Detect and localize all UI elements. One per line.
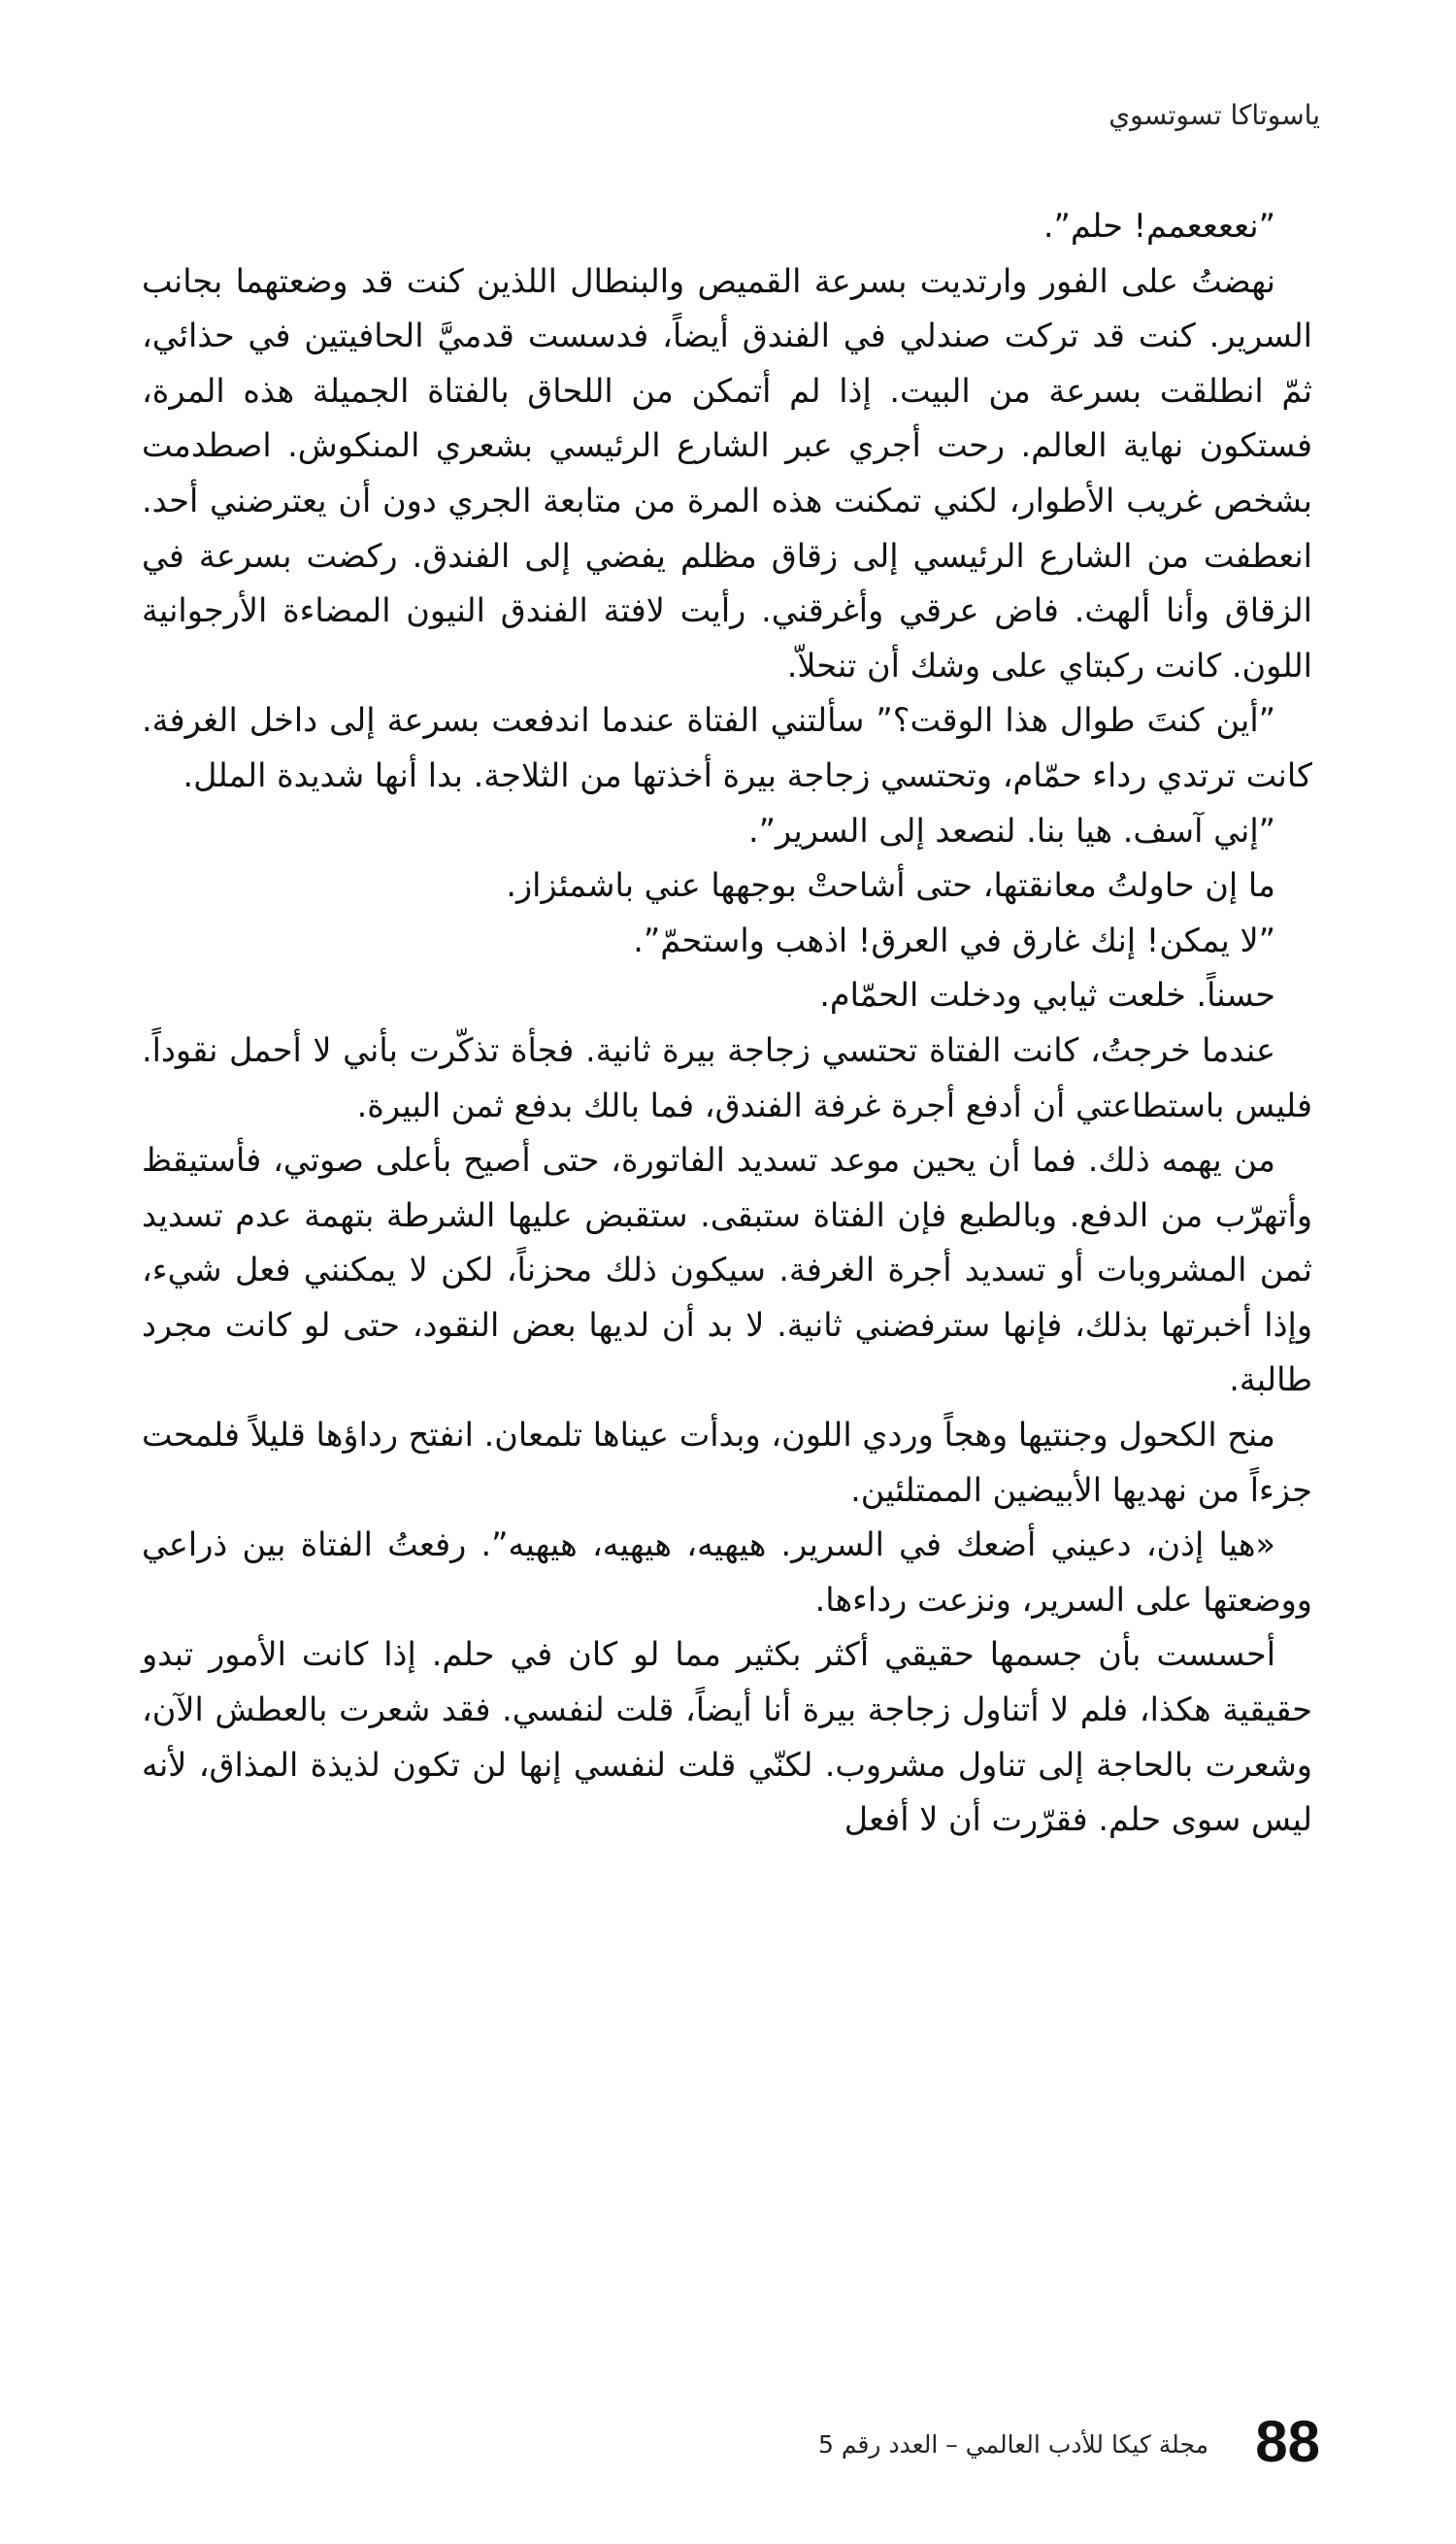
- paragraph: ”أين كنتَ طوال هذا الوقت؟” سألتني الفتاة عندما اندفعت بسرعة إلى داخل الغرفة. كانت ترتدي رداء حمّام، وتحتسي زجاجة بيرة أخذتها من الثلاجة. بدا أنها شديدة الملل.: [142, 701, 1312, 794]
- page-footer: [0, 2408, 1456, 2486]
- running-header-author: ياسوتاكا تسوتسوي: [1109, 99, 1320, 131]
- paragraph: أحسست بأن جسمها حقيقي أكثر بكثير مما لو كان في حلم. إذا كانت الأمور تبدو حقيقية هكذا، فلم لا أتناول زجاجة بيرة أنا أيضاً، قلت لنفسي. فقد شعرت بالعطش الآن، وشعرت بالحاجة إلى تناول مشروب. لكنّي قلت لنفسي إنها لن تكون لذيذة المذاق، لأنه ليس سوى حلم. فقرّرت أن لا أفعل: [142, 1635, 1312, 1839]
- paragraph: منح الكحول وجنتيها وهجاً وردي اللون، وبدأت عيناها تلمعان. انفتح رداؤها قليلاً فلمحت جزءاً من نهديها الأبيضين الممتلئين.: [142, 1416, 1312, 1509]
- paragraph: نهضتُ على الفور وارتديت بسرعة القميص والبنطال اللذين كنت قد وضعتهما بجانب السرير. كنت قد تركت صندلي في الفندق أيضاً، فدسست قدميَّ الحافيتين في حذائي، ثمّ انطلقت بسرعة من البيت. إذا لم أتمكن من اللحاق بالفتاة الجميلة هذه المرة، فستكون نهاية العالم. رحت أجري عبر الشارع الرئيسي بشعري المنكوش. اصطدمت بشخص غريب الأطوار، لكني تمكنت هذه المرة من متابعة الجري دون أن يعترضني أحد. انعطفت من الشارع الرئيسي إلى زقاق مظلم يفضي إلى الفندق. ركضت بسرعة في الزقاق وأنا ألهث. فاض عرقي وأغرقني. رأيت لافتة الفندق النيون المضاءة الأرجوانية اللون. كانت ركبتاي على وشك أن تنحلاّ.: [142, 261, 1312, 685]
- paragraph: «هيا إذن، دعيني أضعك في السرير. هيهيه، هيهيه، هيهيه”. رفعتُ الفتاة بين ذراعي ووضعتها على السرير، ونزعت رداءها.: [142, 1525, 1312, 1619]
- paragraph: ”إني آسف. هيا بنا. لنصعد إلى السرير”.: [747, 811, 1275, 850]
- paragraph: ”لا يمكن! إنك غارق في العرق! اذهب واستحمّ”.: [633, 921, 1275, 959]
- paragraph: من يهمه ذلك. فما أن يحين موعد تسديد الفاتورة، حتى أصيح بأعلى صوتي، فأستيقظ وأتهرّب من الدفع. وبالطبع فإن الفتاة ستبقى. ستقبض عليها الشرطة بتهمة عدم تسديد ثمن المشروبات أو تسديد أجرة الغرفة. سيكون ذلك محزناً، لكن لا يمكنني فعل شيء، وإذا أخبرتها بذلك، فإنها سترفضني ثانية. لا بد أن لديها بعض النقود، حتى لو كانت مجرد طالبة.: [142, 1141, 1312, 1399]
- paragraph: حسناً. خلعت ثيابي ودخلت الحمّام.: [819, 976, 1275, 1015]
- footer-magazine-title: مجلة كيكا للأدب العالمي – العدد رقم 5: [817, 2430, 1208, 2459]
- body-text: [142, 199, 1312, 1848]
- page-number: 88: [1255, 2409, 1320, 2474]
- paragraph: عندما خرجتُ، كانت الفتاة تحتسي زجاجة بيرة ثانية. فجأة تذكّرت بأني لا أحمل نقوداً. فليس باستطاعتي أن أدفع أجرة غرفة الفندق، فما بالك بدفع ثمن البيرة.: [142, 1030, 1312, 1124]
- paragraph: ما إن حاولتُ معانقتها، حتى أشاحتْ بوجهها عني باشمئزاز.: [506, 866, 1275, 905]
- paragraph: ”نععععمم! حلم”.: [1042, 207, 1275, 245]
